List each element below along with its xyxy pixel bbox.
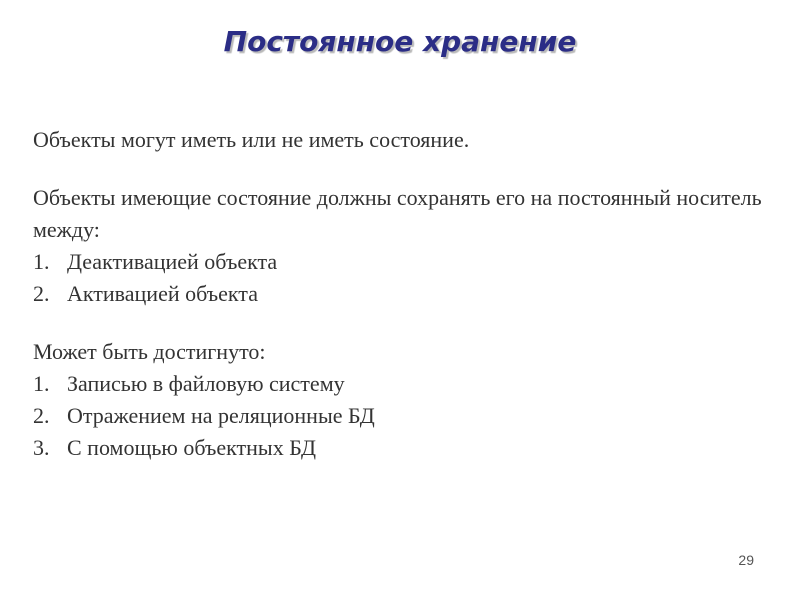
list-item-text: Активацией объекта — [67, 281, 258, 306]
slide-title: Постоянное хранение — [223, 25, 577, 58]
paragraph-achieved-by: Может быть достигнуто: — [33, 339, 266, 364]
list-item-number: 3. — [33, 435, 50, 460]
list-item-number: 2. — [33, 403, 50, 428]
list-achieved-methods — [33, 368, 773, 464]
spacer — [33, 310, 773, 336]
list-item — [33, 432, 773, 464]
list-item-number: 1. — [33, 371, 50, 396]
paragraph-must-persist: Объекты имеющие состояние должны сохранять его на постоянный носитель между: — [33, 185, 762, 242]
list-persist-between — [33, 246, 773, 310]
list-item-text: Деактивацией объекта — [67, 249, 278, 274]
list-item — [33, 278, 773, 310]
list-item — [33, 368, 773, 400]
list-item-text: С помощью объектных БД — [67, 435, 317, 460]
slide-body — [33, 124, 773, 464]
spacer — [33, 156, 773, 182]
list-item-text: Отражением на реляционные БД — [67, 403, 375, 428]
page-number: 29 — [738, 552, 754, 568]
list-item — [33, 246, 773, 278]
list-item-number: 2. — [33, 281, 50, 306]
list-item — [33, 400, 773, 432]
list-item-text: Записью в файловую систему — [67, 371, 345, 396]
paragraph-objects-state: Объекты могут иметь или не иметь состояние. — [33, 127, 470, 152]
list-item-number: 1. — [33, 249, 50, 274]
